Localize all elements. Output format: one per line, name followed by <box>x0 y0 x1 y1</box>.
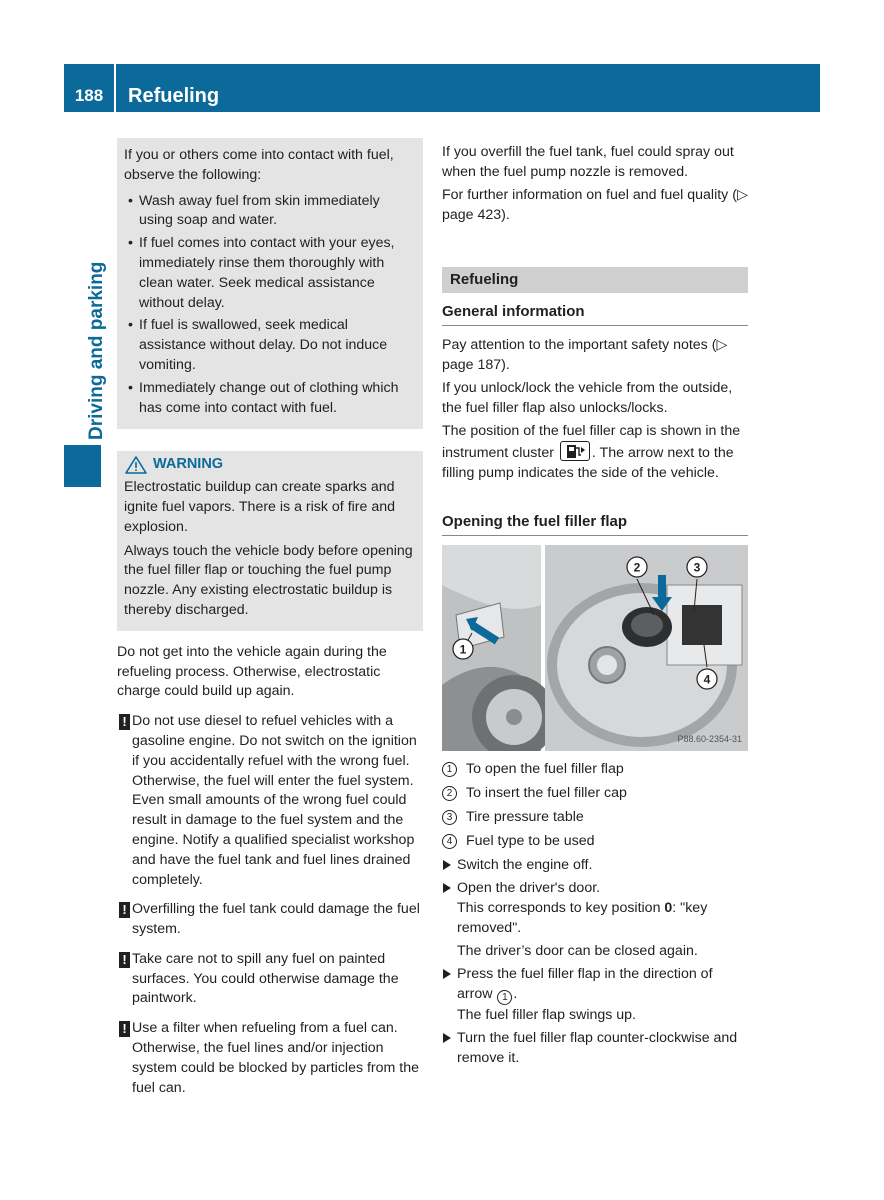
side-tab <box>64 220 107 487</box>
exclamation-icon: ! <box>119 714 130 730</box>
left-column <box>117 138 423 1098</box>
step-arrow-icon <box>443 860 451 870</box>
step-text: Open the driver's door. <box>457 880 601 896</box>
note-item <box>117 900 423 940</box>
general-information-heading: General information <box>442 293 748 326</box>
overfill-paragraph: If you overfill the fuel tank, fuel could spray out when the fuel pump nozzle is removed. <box>442 144 734 180</box>
step-item <box>442 878 748 961</box>
step-text: . <box>513 986 518 1002</box>
page-title: Refueling <box>128 85 220 107</box>
exclamation-icon: ! <box>119 902 130 918</box>
note-item <box>117 1019 423 1098</box>
legend-number: 1 <box>442 762 457 777</box>
contact-bullet: • Immediately change out of clothing which has come into contact with fuel. <box>124 379 416 419</box>
contact-bullet: • If fuel is swallowed, seek medical assistance without delay. Do not induce vomiting. <box>124 316 416 375</box>
step-result-text: : "key removed". <box>457 900 708 936</box>
step-item <box>442 855 748 875</box>
general-paragraph: Pay attention to the important safety notes (▷ page 187). <box>442 337 728 373</box>
step-text: Switch the engine off. <box>457 857 593 873</box>
callout-2: 2 <box>633 560 641 575</box>
warning-box <box>117 451 423 630</box>
note-text: Take care not to spill any fuel on painted surfaces. You could otherwise damage the paintwork. <box>132 950 399 1007</box>
warning-header <box>124 455 416 475</box>
page-number: 188 <box>64 64 116 112</box>
arrow-reference-number: 1 <box>497 990 512 1005</box>
side-tab-label: Driving and parking <box>86 261 107 440</box>
warning-triangle-icon <box>125 456 147 474</box>
legend-item <box>442 759 748 779</box>
fuel-info-reference: For further information on fuel and fuel quality (▷ page 423). <box>442 187 748 223</box>
step-arrow-icon <box>443 969 451 979</box>
page-header <box>64 64 820 112</box>
general-paragraph <box>442 421 748 483</box>
legend-text: Fuel type to be used <box>466 833 595 849</box>
legend-number: 4 <box>442 834 457 849</box>
fuel-flap-illustration <box>442 545 748 751</box>
opening-flap-heading: Opening the fuel filler flap <box>442 503 748 536</box>
contact-bullet: • If fuel comes into contact with your eyes, immediately rinse them thoroughly with clean water. Seek medical assistance without delay. <box>124 234 416 313</box>
note-item <box>117 950 423 1009</box>
step-text: Turn the fuel filler flap counter-clockwise and remove it. <box>457 1030 738 1066</box>
figure-code: P88.60-2354-31 <box>677 734 742 744</box>
note-text: Use a filter when refueling from a fuel can. Otherwise, the fuel lines and/or injection system could be blocked by particles from the fuel can. <box>132 1020 420 1096</box>
contact-intro: If you or others come into contact with fuel, observe the following: <box>124 147 394 183</box>
step-list <box>442 855 748 1068</box>
step-result-text: This corresponds to key position <box>457 900 665 916</box>
side-tab-marker <box>64 445 101 487</box>
legend-item <box>442 783 748 803</box>
right-column <box>442 142 748 1071</box>
general-paragraph: If you unlock/lock the vehicle from the outside, the fuel filler flap also unlocks/locks. <box>442 380 733 416</box>
note-text: Do not use diesel to refuel vehicles with a gasoline engine. Do not switch on the ignition if you accidentally refuel with the wrong fuel. Otherwise, the fuel will enter the fuel system. Even small amounts of the wrong fuel could result in damage to the fuel system and the engine. Notify a qualified specialist workshop and have the fuel tank and fuel lines drained completely. <box>132 713 417 888</box>
contact-bullet-list <box>124 192 416 419</box>
callout-1: 1 <box>459 642 467 657</box>
legend-number: 3 <box>442 810 457 825</box>
note-text: Overfilling the fuel tank could damage the fuel system. <box>132 901 420 938</box>
exclamation-icon: ! <box>119 1021 130 1037</box>
exclamation-icon: ! <box>119 952 130 968</box>
cluster-text-after: . The arrow next to the filling pump indicates the side of the vehicle. <box>442 445 734 481</box>
figure-legend <box>442 759 748 851</box>
step-arrow-icon <box>443 883 451 893</box>
legend-number: 2 <box>442 786 457 801</box>
callout-3: 3 <box>693 560 701 575</box>
note-item <box>117 712 423 890</box>
warning-text: Always touch the vehicle body before opening the fuel filler flap or touching the fuel pump nozzle. Any existing electrostatic buildup is thereby discharged. <box>124 542 413 618</box>
legend-text: To insert the fuel filler cap <box>466 785 627 801</box>
refuel-paragraph: Do not get into the vehicle again during the refueling process. Otherwise, electrostatic charge could build up again. <box>117 643 387 700</box>
fuel-contact-box <box>117 138 423 429</box>
contact-bullet: • Wash away fuel from skin immediately using soap and water. <box>124 192 416 232</box>
legend-item <box>442 831 748 851</box>
legend-text: Tire pressure table <box>466 809 584 825</box>
callout-4: 4 <box>703 672 711 687</box>
legend-text: To open the fuel filler flap <box>466 761 624 777</box>
warning-heading: WARNING <box>153 456 224 473</box>
cluster-text-before: The position of the fuel filler cap is shown in the instrument cluster <box>442 423 741 461</box>
step-result <box>457 898 748 938</box>
step-result: The driver’s door can be closed again. <box>457 943 698 959</box>
section-title-bar: Refueling <box>442 267 748 293</box>
legend-item <box>442 807 748 827</box>
step-text: Press the fuel filler flap in the direction of arrow <box>457 966 713 1002</box>
warning-text: Electrostatic buildup can create sparks and ignite fuel vapors. There is a risk of fire and explosion. <box>124 479 396 535</box>
step-arrow-icon <box>443 1033 451 1043</box>
fuel-pump-icon <box>560 441 590 461</box>
step-result: The fuel filler flap swings up. <box>457 1007 637 1023</box>
step-item <box>442 964 748 1025</box>
step-item <box>442 1028 748 1068</box>
key-position-value: 0 <box>664 900 673 916</box>
